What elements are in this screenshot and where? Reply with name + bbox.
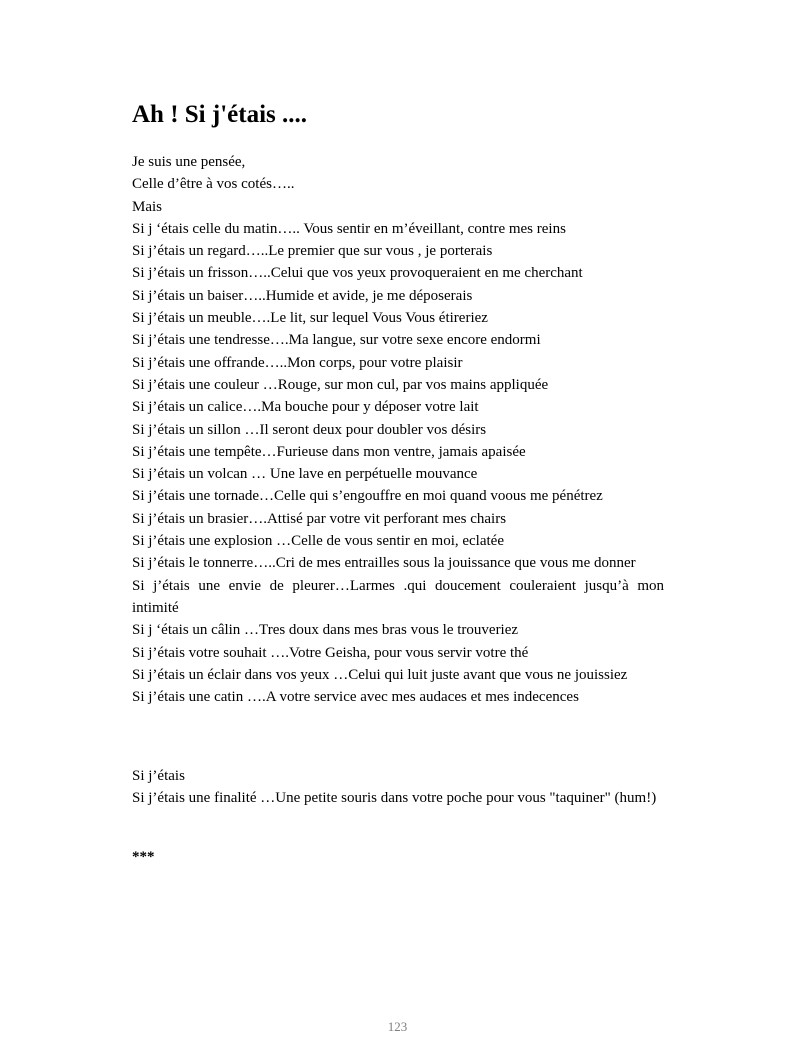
poem-line: Si j’étais une tendresse….Ma langue, sur votre sexe encore endormi bbox=[132, 332, 541, 349]
poem-line: Si j ‘étais celle du matin….. Vous sentir en m’éveillant, contre mes reins bbox=[132, 220, 566, 237]
poem-line: Si j’étais un sillon …Il seront deux pour doubler vos désirs bbox=[132, 421, 487, 438]
poem-line: Si j’étais une finalité …Une petite souris dans votre poche pour vous "taquiner" (hum!) bbox=[132, 790, 657, 807]
poem-line: Si j’étais un éclair dans vos yeux …Celui qui luit juste avant que vous ne jouissiez bbox=[132, 666, 628, 683]
poem-title: Ah ! Si j'étais .... bbox=[132, 101, 307, 128]
poem-line: Si j ‘étais un câlin …Tres doux dans mes bras vous le trouveriez bbox=[132, 622, 519, 639]
poem-line: Je suis une pensée, bbox=[132, 154, 246, 170]
section-separator: *** bbox=[132, 849, 155, 865]
poem-line: Si j’étais une catin ….A votre service avec mes audaces et mes indecences bbox=[132, 689, 579, 706]
poem-line: Si j’étais un frisson…..Celui que vos yeux provoqueraient en me cherchant bbox=[132, 265, 583, 282]
poem-ending bbox=[132, 765, 664, 810]
poem-line: Si j’étais votre souhait ….Votre Geisha, pour vous servir votre thé bbox=[132, 644, 529, 661]
poem-line: Si j’étais bbox=[132, 768, 185, 784]
poem-line: Si j’étais un volcan … Une lave en perpétuelle mouvance bbox=[132, 466, 478, 483]
poem-line: Si j’étais un brasier….Attisé par votre vit perforant mes chairs bbox=[132, 510, 507, 527]
poem-line: Celle d’être à vos cotés….. bbox=[132, 176, 295, 193]
poem-line: Si j’étais une couleur …Rouge, sur mon cul, par vos mains appliquée bbox=[132, 376, 549, 393]
poem-line: Si j’étais un regard…..Le premier que sur vous , je porterais bbox=[132, 243, 493, 260]
poem-body bbox=[132, 151, 664, 708]
poem-line: Si j’étais un baiser…..Humide et avide, je me déposerais bbox=[132, 287, 473, 304]
poem-line: Si j’étais une tempête…Furieuse dans mon ventre, jamais apaisée bbox=[132, 443, 526, 460]
poem-line: Si j’étais une explosion …Celle de vous sentir en moi, eclatée bbox=[132, 533, 504, 550]
poem-line: Mais bbox=[132, 198, 162, 215]
poem-line: Si j’étais une offrande…..Mon corps, pour votre plaisir bbox=[132, 354, 463, 371]
poem-line: Si j’étais une envie de pleurer…Larmes .qui doucement couleraient jusqu’à mon intimité bbox=[132, 577, 664, 616]
poem-line: Si j’étais le tonnerre…..Cri de mes entrailles sous la jouissance que vous me donner bbox=[132, 555, 636, 572]
poem-line: Si j’étais un calice….Ma bouche pour y déposer votre lait bbox=[132, 399, 479, 416]
page-number: 123 bbox=[387, 1019, 408, 1034]
poem-line: Si j’étais un meuble….Le lit, sur lequel Vous Vous étireriez bbox=[132, 310, 488, 327]
poem-line: Si j’étais une tornade…Celle qui s’engouffre en moi quand voous me pénétrez bbox=[132, 488, 603, 505]
